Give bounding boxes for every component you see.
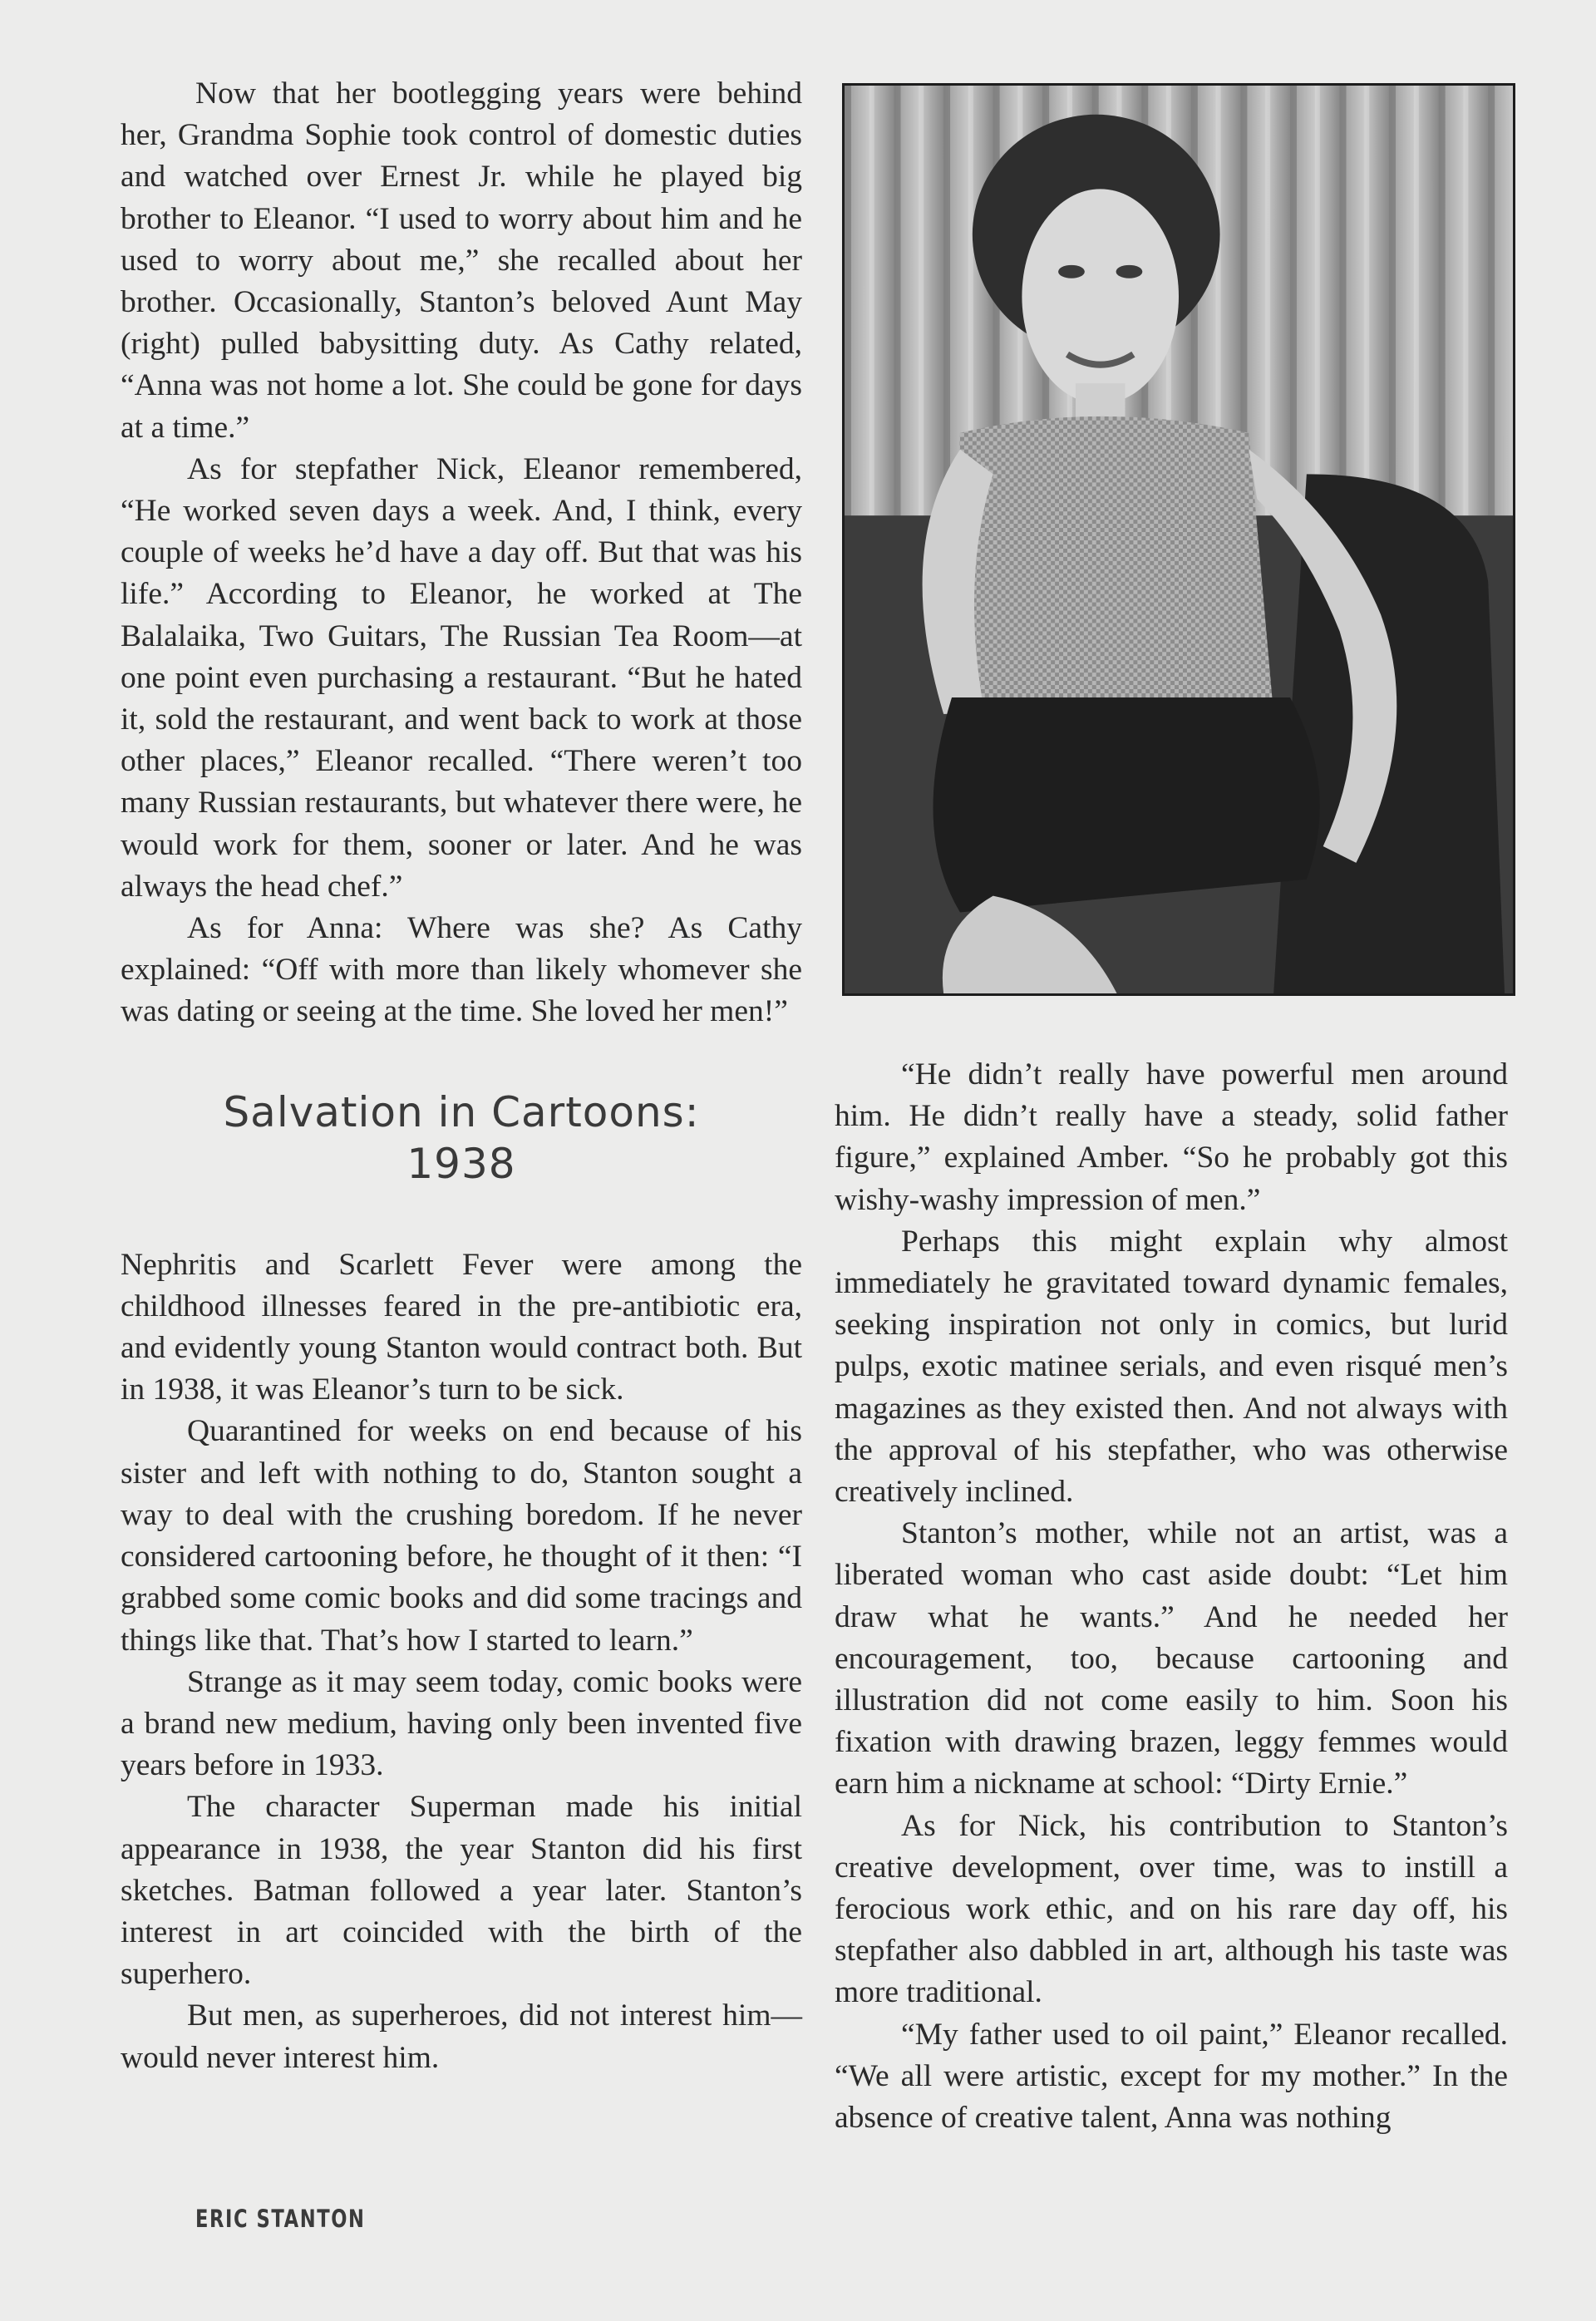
paragraph: Strange as it may seem today, comic books were a brand new medium, having only been invented five years before in 1933. (121, 1664, 802, 1783)
paragraph: As for Nick, his contribution to Stanton’s creative development, over time, was to instill a ferocious work ethic, and on his rare day off, his stepfather also dabbled in art, although his taste was more traditional. (835, 1808, 1508, 2010)
paragraph: “My father used to oil paint,” Eleanor recalled. “We all were artistic, except for my mother.” In the absence of creative talent, Anna was nothing (835, 2017, 1508, 2136)
paragraph: The character Superman made his initial appearance in 1938, the year Stanton did his first sketches. Batman followed a year later. Stanton’s interest in art coincided with the birth of the superhero. (121, 1790, 802, 1992)
left-column (121, 73, 802, 2079)
right-column (835, 1054, 1508, 2139)
paragraph: Stanton’s mother, while not an artist, was a liberated woman who cast aside doubt: “Let him draw what he wants.” And he needed her encouragement, too, because cartooning and illustration did not come easily to him. Soon his fixation with drawing brazen, leggy femmes would earn him a nickname at school: “Dirty Ernie.” (835, 1516, 1508, 1801)
running-footer: ERIC STANTON (195, 2205, 366, 2233)
paragraph: “He didn’t really have powerful men around him. He didn’t really have a steady, solid father figure,” explained Amber. “So he probably got this wishy-washy impression of men.” (835, 1057, 1508, 1217)
section-heading-line-2: 1938 (406, 1139, 516, 1188)
section-heading-line-1: Salvation in Cartoons: (223, 1087, 700, 1136)
paragraph: As for stepfather Nick, Eleanor remembered, “He worked seven days a week. And, I think, every couple of weeks he’d have a day off. But that was his life.” According to Eleanor, he worked at The Balalaika, Two Guitars, The Russian Tea Room—at one point even purchasing a restaurant. “But he hated it, sold the restaurant, and went back to work at those other places,” Eleanor recalled. “There weren’t too many Russian restaurants, but whatever there were, he would work for them, sooner or later. And he was always the head chef.” (121, 451, 802, 904)
paragraph: Nephritis and Scarlett Fever were among the childhood illnesses feared in the pre-antibiotic era, and evidently young Stanton would contract both. But in 1938, it was Eleanor’s turn to be sick. (121, 1247, 802, 1407)
paragraph: But men, as superheroes, did not interest him—would never interest him. (121, 1998, 802, 2075)
paragraph: Quarantined for weeks on end because of his sister and left with nothing to do, Stanton sought a way to deal with the crushing boredom. If he never considered cartooning before, he thought of it then: “I grabbed some comic books and did some tracings and things like that. That’s how I started to learn.” (121, 1414, 802, 1658)
paragraph: Perhaps this might explain why almost immediately he gravitated toward dynamic females, seeking inspiration not only in comics, but lurid pulps, exotic matinee serials, and even risqué men’s magazines as they existed then. And not always with the approval of his stepfather, who was otherwise creatively inclined. (835, 1224, 1508, 1510)
section-heading (121, 1087, 802, 1190)
paragraph: Now that her bootlegging years were behind her, Grandma Sophie took control of domestic duties and watched over Ernest Jr. while he played big brother to Eleanor. “I used to worry about him and he used to worry about me,” she recalled about her brother. Occasionally, Stanton’s beloved Aunt May (right) pulled babysitting duty. As Cathy related, “Anna was not home a lot. She could be gone for days at a time.” (121, 76, 802, 445)
portrait-photo (842, 83, 1515, 996)
paragraph: As for Anna: Where was she? As Cathy explained: “Off with more than likely whomever she was dating or seeing at the time. She loved her men!” (121, 911, 802, 1029)
portrait-photo-icon (845, 86, 1513, 993)
